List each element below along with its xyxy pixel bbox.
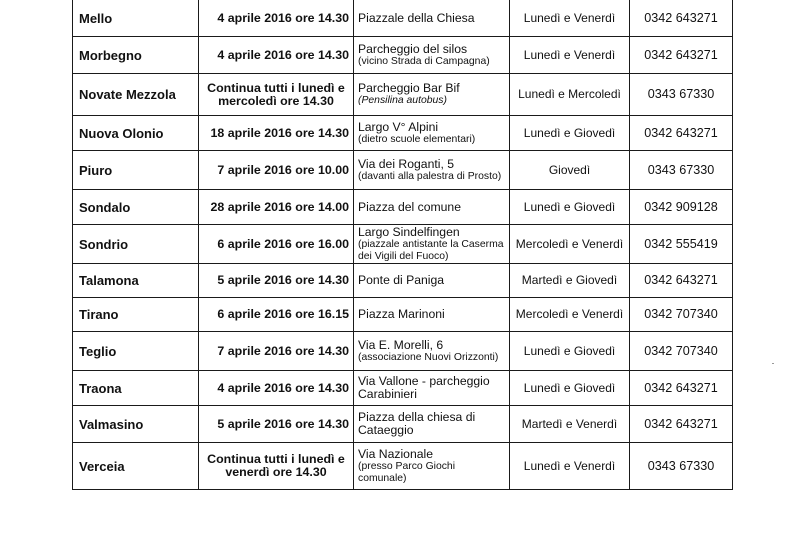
place-name: Piazza Marinoni [358, 307, 445, 321]
place-detail: Carabinieri [358, 387, 417, 401]
table-row [73, 298, 733, 332]
table-row [73, 332, 733, 371]
place-cell [354, 116, 510, 151]
town-cell: Traona [73, 371, 199, 406]
date-cell [199, 74, 354, 116]
phone-cell: 0342 643271 [630, 116, 733, 151]
days-cell: Martedì e Venerdì [510, 406, 630, 443]
place-name: Parcheggio del silos [358, 41, 468, 56]
place-name: Piazzale della Chiesa [358, 10, 475, 25]
days-cell: Lunedì e Mercoledì [510, 74, 630, 116]
place-name: Largo Sindelfingen [358, 225, 460, 239]
place-detail: (piazzale antistante la Caserma dei Vigili del Fuoco) [358, 239, 504, 262]
days-cell: Lunedì e Giovedì [510, 371, 630, 406]
days-cell: Martedì e Giovedì [510, 264, 630, 298]
place-cell [354, 37, 510, 74]
date-line-2: mercoledì ore 14.30 [218, 93, 334, 108]
place-detail: (Pensilina autobus) [358, 95, 447, 107]
place-name: Via Vallone - parcheggio [358, 374, 490, 388]
place-cell [354, 264, 510, 298]
town-cell: Piuro [73, 151, 199, 190]
place-name: Largo V° Alpini [358, 119, 439, 134]
date-cell: 6 aprile 2016 ore 16.15 [199, 298, 354, 332]
schedule-table [72, 0, 733, 490]
days-cell: Lunedì e Giovedì [510, 190, 630, 225]
phone-cell: 0342 643271 [630, 37, 733, 74]
days-cell: Lunedì e Venerdì [510, 0, 630, 37]
phone-cell: 0342 643271 [630, 0, 733, 37]
town-cell: Talamona [73, 264, 199, 298]
place-name: Piazza del comune [358, 199, 461, 214]
date-cell: 7 aprile 2016 ore 10.00 [199, 151, 354, 190]
table-row [73, 190, 733, 225]
place-cell [354, 190, 510, 225]
scan-speck [772, 363, 774, 364]
table-row [73, 264, 733, 298]
days-cell: Lunedì e Venerdì [510, 37, 630, 74]
place-cell [354, 225, 510, 264]
place-name: Via dei Roganti, 5 [358, 156, 454, 171]
place-detail: Cataeggio [358, 423, 414, 437]
place-detail: (davanti alla palestra di Prosto) [358, 170, 502, 182]
place-cell [354, 74, 510, 116]
town-cell: Valmasino [73, 406, 199, 443]
town-cell: Nuova Olonio [73, 116, 199, 151]
town-cell: Mello [73, 0, 199, 37]
phone-cell: 0342 643271 [630, 406, 733, 443]
phone-cell: 0343 67330 [630, 443, 733, 490]
place-cell [354, 0, 510, 37]
date-line-1: Continua tutti i lunedì e [207, 452, 345, 466]
place-detail: (associazione Nuovi Orizzonti) [358, 351, 499, 363]
place-name: Via E. Morelli, 6 [358, 337, 444, 352]
table-row [73, 0, 733, 37]
date-line-2: venerdì ore 14.30 [225, 465, 327, 479]
place-cell [354, 371, 510, 406]
date-cell: 4 aprile 2016 ore 14.30 [199, 0, 354, 37]
place-name: Piazza della chiesa di [358, 410, 476, 424]
days-cell: Mercoledì e Venerdì [510, 225, 630, 264]
date-cell: 6 aprile 2016 ore 16.00 [199, 225, 354, 264]
table-row [73, 406, 733, 443]
date-line-1: Continua tutti i lunedì e [207, 80, 345, 95]
place-detail: (dietro scuole elementari) [358, 133, 476, 145]
days-cell: Lunedì e Giovedì [510, 116, 630, 151]
table-row [73, 74, 733, 116]
days-cell: Lunedì e Venerdì [510, 443, 630, 490]
place-name: Ponte di Paniga [358, 273, 445, 287]
phone-cell: 0343 67330 [630, 151, 733, 190]
date-cell: 7 aprile 2016 ore 14.30 [199, 332, 354, 371]
table-row [73, 116, 733, 151]
place-detail: (presso Parco Giochi comunale) [358, 461, 456, 484]
phone-cell: 0342 707340 [630, 298, 733, 332]
table-row [73, 371, 733, 406]
phone-cell: 0342 909128 [630, 190, 733, 225]
phone-cell: 0342 707340 [630, 332, 733, 371]
date-cell: 28 aprile 2016 ore 14.00 [199, 190, 354, 225]
place-cell [354, 332, 510, 371]
town-cell: Sondrio [73, 225, 199, 264]
town-cell: Morbegno [73, 37, 199, 74]
table-row [73, 151, 733, 190]
date-cell [199, 443, 354, 490]
town-cell: Tirano [73, 298, 199, 332]
place-name: Via Nazionale [358, 447, 433, 461]
place-detail: (vicino Strada di Campagna) [358, 55, 490, 67]
date-cell: 18 aprile 2016 ore 14.30 [199, 116, 354, 151]
phone-cell: 0342 643271 [630, 371, 733, 406]
place-name: Parcheggio Bar Bif [358, 81, 460, 96]
place-cell [354, 443, 510, 490]
phone-cell: 0342 555419 [630, 225, 733, 264]
place-cell [354, 406, 510, 443]
phone-cell: 0343 67330 [630, 74, 733, 116]
town-cell: Teglio [73, 332, 199, 371]
town-cell: Verceia [73, 443, 199, 490]
table-row [73, 225, 733, 264]
table-row [73, 37, 733, 74]
town-cell: Sondalo [73, 190, 199, 225]
date-cell: 5 aprile 2016 ore 14.30 [199, 264, 354, 298]
date-cell: 4 aprile 2016 ore 14.30 [199, 371, 354, 406]
date-cell: 5 aprile 2016 ore 14.30 [199, 406, 354, 443]
days-cell: Mercoledì e Venerdì [510, 298, 630, 332]
days-cell: Lunedì e Giovedì [510, 332, 630, 371]
date-cell: 4 aprile 2016 ore 14.30 [199, 37, 354, 74]
phone-cell: 0342 643271 [630, 264, 733, 298]
table-row [73, 443, 733, 490]
days-cell: Giovedì [510, 151, 630, 190]
town-cell: Novate Mezzola [73, 74, 199, 116]
place-cell [354, 298, 510, 332]
place-cell [354, 151, 510, 190]
